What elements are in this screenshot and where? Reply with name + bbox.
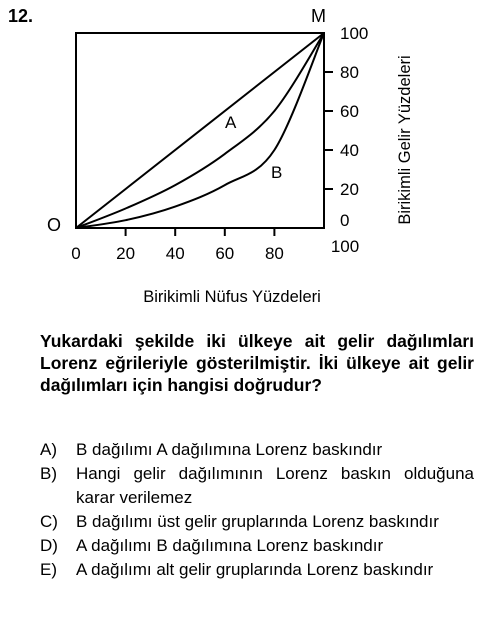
question-stem: Yukardaki şekilde iki ülkeye ait gelir dağılımları Lorenz eğrileriyle gösterilmiştir. İki ülkeye ait gelir dağılımları için hangisi doğrudur? xyxy=(40,331,474,395)
option-c[interactable] xyxy=(40,510,474,534)
y-tick-label: 40 xyxy=(340,141,359,160)
option-text: A dağılımı alt gelir gruplarında Lorenz baskındır xyxy=(76,560,434,579)
x-tick-label: 100 xyxy=(330,237,360,256)
question-number: 12. xyxy=(8,6,34,26)
y-tick-label: 20 xyxy=(340,180,359,199)
y-tick-label: 0 xyxy=(340,211,350,230)
y-tick-label: 60 xyxy=(340,102,359,121)
x-tick-label: 80 xyxy=(264,244,284,263)
option-letter: A) xyxy=(40,440,57,459)
x-axis-title: Birikimli Nüfus Yüzdeleri xyxy=(143,288,321,306)
option-b[interactable] xyxy=(40,462,474,510)
corner-label-m: M xyxy=(311,6,326,26)
option-letter: D) xyxy=(40,536,58,555)
option-a[interactable] xyxy=(40,438,474,462)
x-tick-label: 20 xyxy=(116,244,136,263)
curve-label-b: B xyxy=(271,163,283,182)
option-letter: C) xyxy=(40,512,58,531)
origin-label: O xyxy=(47,215,62,235)
x-tick-label: 60 xyxy=(215,244,235,263)
option-e[interactable] xyxy=(40,558,474,582)
x-tick-label: 0 xyxy=(71,244,81,263)
plot-area xyxy=(47,6,414,306)
option-letter: E) xyxy=(40,560,57,579)
option-text: B dağılımı üst gelir gruplarında Lorenz baskındır xyxy=(76,512,439,531)
equality-line xyxy=(76,33,324,228)
y-tick-label: 80 xyxy=(340,63,359,82)
option-text: B dağılımı A dağılımına Lorenz baskındır xyxy=(76,440,383,459)
option-text: Hangi gelir dağılımının Lorenz baskın olduğuna karar verilemez xyxy=(76,464,474,507)
x-tick-label: 40 xyxy=(165,244,185,263)
answer-options xyxy=(40,438,474,582)
curve-label-a: A xyxy=(225,113,237,132)
y-axis-title: Birikimli Gelir Yüzdeleri xyxy=(396,55,414,225)
y-tick-label: 100 xyxy=(340,24,369,43)
option-letter: B) xyxy=(40,464,57,483)
option-text: A dağılımı B dağılımına Lorenz baskındır xyxy=(76,536,384,555)
option-d[interactable] xyxy=(40,534,474,558)
